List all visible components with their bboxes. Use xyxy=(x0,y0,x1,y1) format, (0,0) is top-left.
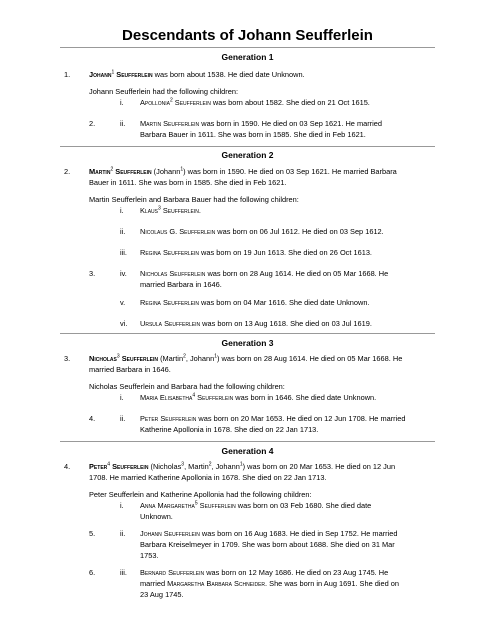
child-roman: ii. xyxy=(120,119,126,128)
generation-heading: Generation 3 xyxy=(221,338,274,348)
generation-heading: Generation 2 xyxy=(221,150,274,160)
child-roman: i. xyxy=(120,393,124,402)
section-divider xyxy=(60,146,435,147)
entry-text: Martin$^2$ Seufferlein (Johann$^1$) was born in 1590. He died on 03 Sep 1621. He married Barbara xyxy=(89,166,397,176)
child-roman: iv. xyxy=(120,269,127,278)
child-text-line: 1753. xyxy=(140,551,159,560)
entry-text: Peter$^4$ Seufferlein (Nicholas$^3$, Martin$^2$, Johann$^1$) was born on 20 Mar 1653. He died on 12 Jun xyxy=(89,461,396,471)
child-number: 5. xyxy=(89,529,96,538)
child-text: Nicholas Seufferlein was born on 28 Aug 1614. He died on 05 Mar 1668. He xyxy=(140,269,389,278)
entry-text-line: 1708. He married Katherine Apollonia in 1678. She died on 22 Jan 1713. xyxy=(89,473,327,482)
entry-text-line: married Barbara in 1646. xyxy=(89,365,171,374)
child-text-line: Katherine Apollonia in 1678. She died on 22 Jan 1713. xyxy=(140,425,319,434)
generation-heading: Generation 4 xyxy=(221,446,274,456)
child-roman: iii. xyxy=(120,248,127,257)
child-number: 6. xyxy=(89,568,96,577)
child-roman: i. xyxy=(120,206,124,215)
child-text-line: Barbara Kreiselmeyer in 1709. She was born about 1688. She died on 31 Mar xyxy=(140,540,395,549)
entry-text-line: Bauer in 1611. She was born in 1585. She died in Feb 1621. xyxy=(89,178,287,187)
child-text: Peter Seufferlein was born on 20 Mar 1653. He died on 12 Jun 1708. He married xyxy=(140,414,406,423)
entry-number: 4. xyxy=(64,462,71,471)
child-roman: iii. xyxy=(120,568,127,577)
child-text: Bernard Seufferlein was born on 12 May 1686. He died on 23 Aug 1745. He xyxy=(140,568,389,577)
child-text-line: Unknown. xyxy=(140,512,173,521)
child-roman: ii. xyxy=(120,414,126,423)
section-divider xyxy=(60,47,435,48)
child-roman: v. xyxy=(120,298,126,307)
child-text: Regina Seufferlein was born on 04 Mar 1616. She died date Unknown. xyxy=(140,298,370,307)
child-text: Johann Seufferlein was born on 16 Aug 1683. He died in Sep 1752. He married xyxy=(140,529,398,538)
child-roman: ii. xyxy=(120,529,126,538)
child-text-line: Barbara Bauer in 1611. She was born in 1585. She died in Feb 1621. xyxy=(140,130,366,139)
entry-text: Nicholas$^3$ Seufferlein (Martin$^2$, Johann$^1$) was born on 28 Aug 1614. He died on 05 Mar 1668. He xyxy=(89,353,403,363)
child-text-line: married Barbara in 1646. xyxy=(140,280,222,289)
child-roman: ii. xyxy=(120,227,126,236)
child-number: 2. xyxy=(89,119,96,128)
child-number: 4. xyxy=(89,414,96,423)
children-intro: Peter Seufferlein and Katherine Apollonia had the following children: xyxy=(89,490,312,499)
page-title: Descendants of Johann Seufferlein xyxy=(122,27,373,44)
children-intro: Johann Seufferlein had the following children: xyxy=(89,87,239,96)
entry-number: 1. xyxy=(64,70,71,79)
child-roman: vi. xyxy=(120,319,128,328)
child-text: married Margaretha Barbara Schneider. She was born in Aug 1691. She died on xyxy=(140,579,399,588)
child-text: Anna Margaretha$^5$ Seufferlein was born on 03 Feb 1680. She died date xyxy=(140,500,372,510)
child-roman: i. xyxy=(120,501,124,510)
child-roman: i. xyxy=(120,98,124,107)
child-number: 3. xyxy=(89,269,96,278)
child-text: Maria Elisabetha$^4$ Seufferlein was born in 1646. She died date Unknown. xyxy=(140,392,377,402)
child-text: Klaus$^3$ Seufferlein. xyxy=(140,205,201,215)
child-text: Apollonia$^2$ Seufferlein was born about 1582. She died on 21 Oct 1615. xyxy=(140,97,370,107)
child-text-line: 23 Aug 1745. xyxy=(140,590,184,599)
entry-text: Johann$^1$ Seufferlein was born about 1538. He died date Unknown. xyxy=(89,69,305,79)
children-intro: Nicholas Seufferlein and Barbara had the following children: xyxy=(89,382,285,391)
entry-number: 3. xyxy=(64,354,71,363)
child-text: Regina Seufferlein was born on 19 Jun 1613. She died on 26 Oct 1613. xyxy=(140,248,372,257)
entry-number: 2. xyxy=(64,167,71,176)
generation-heading: Generation 1 xyxy=(221,52,274,62)
children-intro: Martin Seufferlein and Barbara Bauer had the following children: xyxy=(89,195,299,204)
child-text: Martin Seufferlein was born in 1590. He died on 03 Sep 1621. He married xyxy=(140,119,382,128)
child-text: Nicolaus G. Seufferlein was born on 06 Jul 1612. He died on 03 Sep 1612. xyxy=(140,227,384,236)
section-divider xyxy=(60,333,435,334)
child-text: Ursula Seufferlein was born on 13 Aug 1618. She died on 03 Jul 1619. xyxy=(140,319,372,328)
section-divider xyxy=(60,441,435,442)
